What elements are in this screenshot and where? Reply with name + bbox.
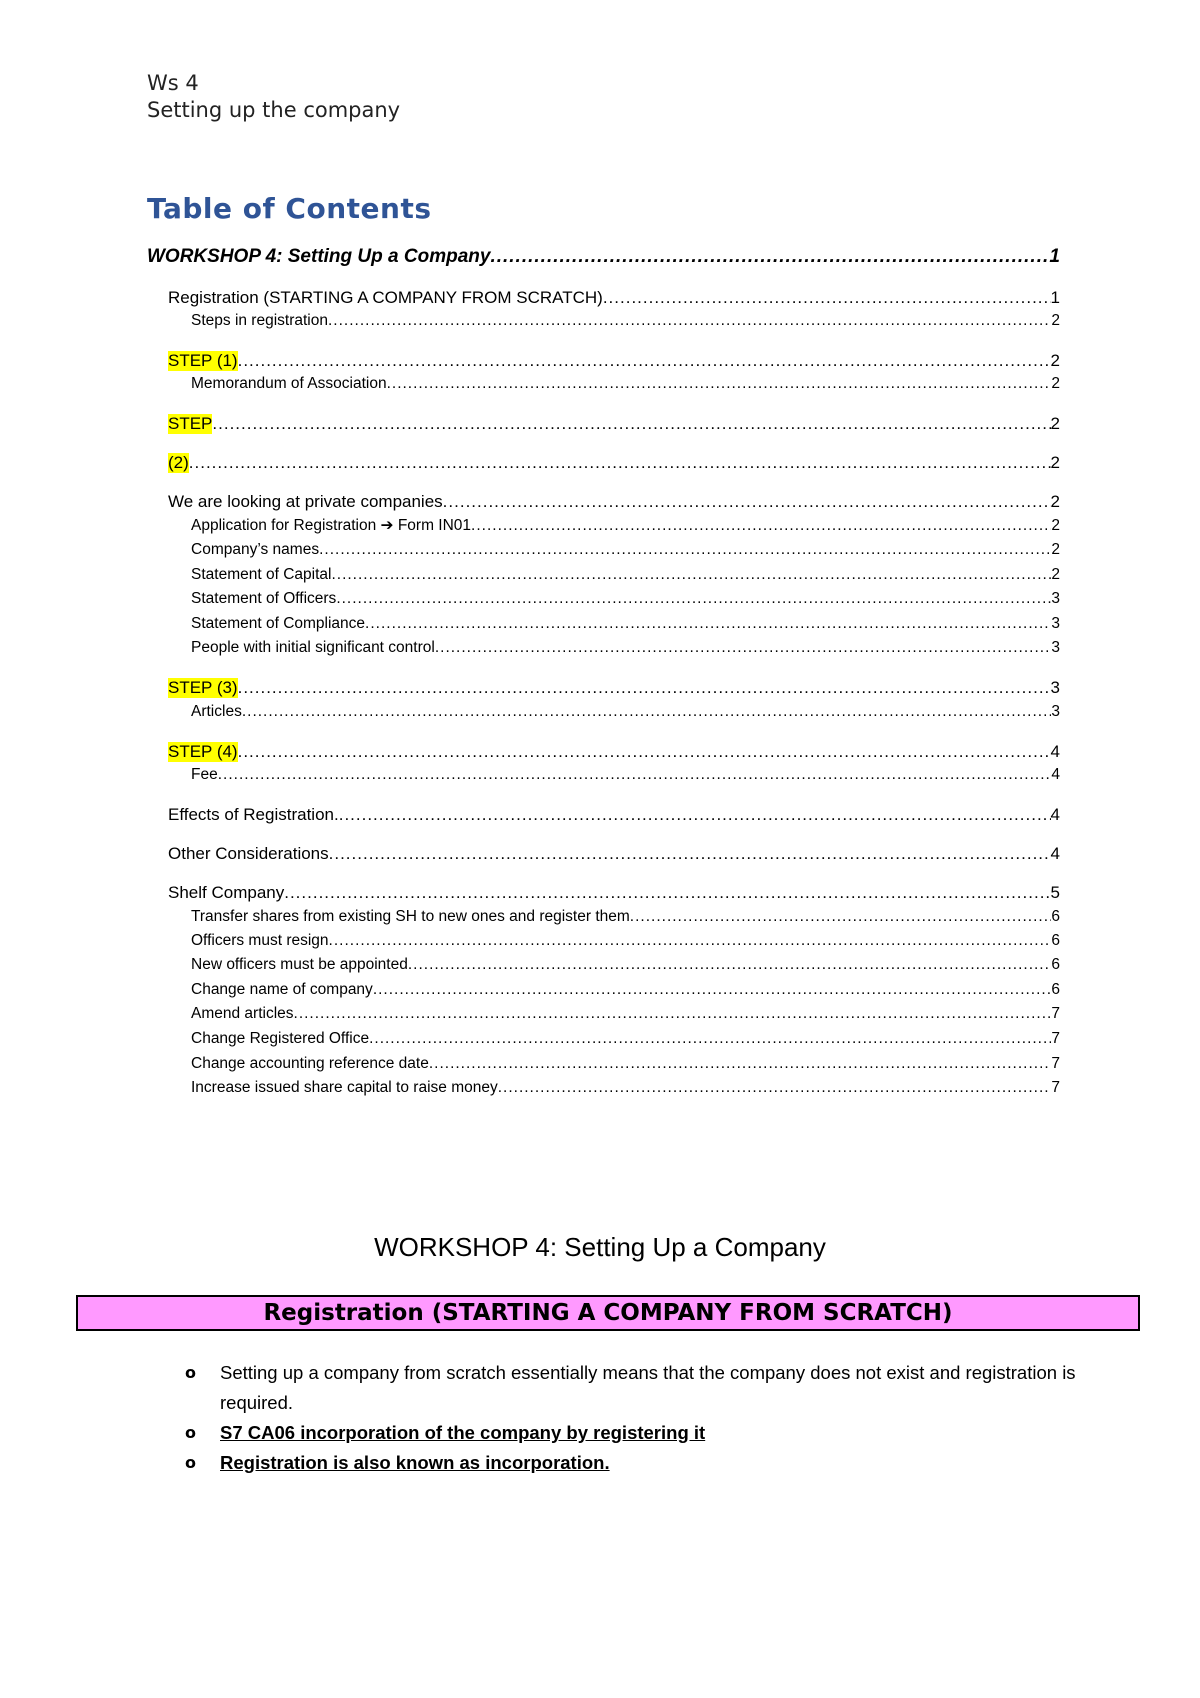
- bullet-marker-icon: o: [185, 1453, 196, 1472]
- toc-leader-dots: [373, 981, 1052, 999]
- bullet-text: S7 CA06 incorporation of the company by registering it: [220, 1422, 706, 1443]
- toc-page-number: 2: [1051, 541, 1060, 558]
- toc-entry[interactable]: [191, 516, 1060, 535]
- section-heading: WORKSHOP 4: Setting Up a Company: [374, 1232, 826, 1262]
- toc-entry[interactable]: [168, 288, 1060, 308]
- toc-entry[interactable]: [191, 766, 1060, 784]
- toc-leader-dots: [435, 639, 1052, 657]
- toc-entry-label: Statement of Capital: [191, 566, 332, 583]
- toc-page-number: 7: [1051, 1055, 1060, 1072]
- toc-leader-dots: [284, 883, 1050, 903]
- toc-page-number: 3: [1051, 703, 1060, 720]
- toc-leader-dots: [429, 1055, 1052, 1073]
- bullet-text: Registration is also known as incorporation.: [220, 1452, 610, 1473]
- toc-page-number: 2: [1050, 414, 1060, 433]
- toc-page-number: 2: [1051, 566, 1060, 583]
- toc-entry-label: Change Registered Office: [191, 1030, 370, 1047]
- toc-entry[interactable]: [191, 615, 1060, 633]
- toc-entry[interactable]: [168, 453, 1060, 473]
- toc-leader-dots: [630, 908, 1052, 926]
- toc-leader-dots: [490, 246, 1049, 268]
- toc-entry-label: Effects of Registration.: [168, 805, 339, 824]
- bullet-item: [185, 1358, 1085, 1418]
- toc-leader-dots: [408, 956, 1052, 974]
- toc-page-number: 1: [1049, 246, 1060, 267]
- toc-leader-dots: [238, 678, 1051, 698]
- toc-leader-dots: [218, 766, 1052, 784]
- page-header: [147, 70, 400, 124]
- toc-entry-label: Registration (STARTING A COMPANY FROM SCRATCH): [168, 288, 603, 307]
- toc-entry[interactable]: [168, 844, 1060, 864]
- toc-page-number: 2: [1050, 453, 1060, 472]
- toc-entry-label: (2): [168, 453, 189, 472]
- toc-page-number: 1: [1050, 288, 1060, 307]
- toc-entry-label: Steps in registration: [191, 312, 328, 329]
- toc-entry[interactable]: [147, 246, 1060, 268]
- toc-leader-dots: [319, 541, 1051, 559]
- toc-page-number: 7: [1051, 1005, 1060, 1022]
- bullet-item: [185, 1418, 1085, 1448]
- toc-page-number: 3: [1051, 639, 1060, 656]
- toc-entry-label: Officers must resign: [191, 932, 329, 949]
- toc-page-number: 5: [1050, 883, 1060, 902]
- toc-entry[interactable]: [168, 351, 1060, 371]
- toc-page-number: 4: [1051, 766, 1060, 783]
- toc-page-number: 7: [1051, 1030, 1060, 1047]
- toc-entry-label: STEP (4): [168, 742, 238, 761]
- toc-entry[interactable]: [191, 981, 1060, 999]
- toc-entry[interactable]: [168, 492, 1060, 512]
- toc-page-number: 3: [1050, 678, 1060, 697]
- toc-leader-dots: [339, 805, 1051, 825]
- toc-page-number: 4: [1050, 742, 1060, 761]
- toc-leader-dots: [238, 742, 1051, 762]
- toc-entry-label: New officers must be appointed: [191, 956, 408, 973]
- toc-entry-label: Application for Registration ➔ Form IN01: [191, 517, 472, 534]
- bullet-list: [185, 1358, 1085, 1478]
- toc-entry-label: Other Considerations: [168, 844, 329, 863]
- toc-leader-dots: [331, 566, 1051, 584]
- toc-title: Table of Contents: [147, 192, 432, 225]
- toc-leader-dots: [238, 351, 1051, 371]
- toc-page-number: 4: [1050, 805, 1060, 824]
- toc-entry[interactable]: [191, 932, 1060, 950]
- toc-entry-label: We are looking at private companies: [168, 492, 443, 511]
- toc-leader-dots: [603, 288, 1051, 308]
- bullet-item: [185, 1448, 1085, 1478]
- bullet-marker-icon: o: [185, 1423, 196, 1442]
- toc-entry-label: Shelf Company: [168, 883, 285, 902]
- toc-entry-label: Statement of Officers: [191, 590, 337, 607]
- toc-page-number: 2: [1051, 312, 1060, 329]
- toc-entry-label: STEP (1): [168, 351, 238, 370]
- toc-leader-dots: [498, 1079, 1052, 1097]
- registration-banner: Registration (STARTING A COMPANY FROM SCRATCH): [76, 1295, 1140, 1331]
- toc-leader-dots: [369, 1030, 1051, 1048]
- toc-entry[interactable]: [191, 956, 1060, 974]
- toc-page-number: 6: [1051, 908, 1060, 925]
- toc-entry-label: Statement of Compliance: [191, 615, 366, 632]
- toc-page-number: 6: [1051, 981, 1060, 998]
- toc-entry[interactable]: [191, 639, 1060, 657]
- toc-page-number: 6: [1051, 932, 1060, 949]
- toc-entry-label: Amend articles: [191, 1005, 294, 1022]
- toc-page-number: 3: [1051, 615, 1060, 632]
- toc-entry[interactable]: [168, 678, 1060, 698]
- toc-entry-label: Company’s names: [191, 541, 320, 558]
- toc-leader-dots: [443, 492, 1051, 512]
- toc-page-number: 2: [1051, 517, 1060, 534]
- toc-entry[interactable]: [191, 312, 1060, 330]
- toc-entry-label: People with initial significant control: [191, 639, 435, 656]
- header-line-2: Setting up the company: [147, 98, 401, 122]
- toc-entry[interactable]: [191, 566, 1060, 584]
- toc-entry[interactable]: [191, 1030, 1060, 1048]
- toc-entry[interactable]: [191, 908, 1060, 926]
- toc-page-number: 3: [1051, 590, 1060, 607]
- bullet-text: Setting up a company from scratch essentially means that the company does not exist and registration is required.: [220, 1362, 1076, 1413]
- toc-leader-dots: [329, 844, 1051, 864]
- toc-page-number: 2: [1050, 351, 1060, 370]
- toc-entry[interactable]: [191, 375, 1060, 393]
- toc-entry-label: Change accounting reference date: [191, 1055, 429, 1072]
- toc-entry[interactable]: [191, 541, 1060, 559]
- bullet-marker-icon: o: [185, 1363, 196, 1382]
- toc-entry[interactable]: [168, 742, 1060, 762]
- toc-leader-dots: [471, 517, 1051, 535]
- toc-page-number: 2: [1050, 492, 1060, 511]
- toc-entry[interactable]: [191, 590, 1060, 608]
- toc-entry-label: Memorandum of Association: [191, 375, 387, 392]
- toc-page-number: 7: [1051, 1079, 1060, 1096]
- toc-entry-label: Increase issued share capital to raise money: [191, 1079, 498, 1096]
- toc-entry-label: Change name of company: [191, 981, 373, 998]
- toc-leader-dots: [189, 453, 1051, 473]
- toc-leader-dots: [242, 703, 1052, 721]
- toc-entry[interactable]: [191, 703, 1060, 721]
- toc-entry[interactable]: [191, 1079, 1060, 1097]
- toc-entry[interactable]: [168, 414, 1060, 434]
- toc-entry[interactable]: [191, 1055, 1060, 1073]
- toc-page-number: 6: [1051, 956, 1060, 973]
- toc-page-number: 4: [1050, 844, 1060, 863]
- toc-leader-dots: [336, 590, 1051, 608]
- toc-entry-label: STEP (3): [168, 678, 238, 697]
- toc-entry-label: STEP: [168, 414, 213, 433]
- toc-leader-dots: [212, 414, 1050, 434]
- toc-entry-label: Articles: [191, 703, 242, 720]
- toc-leader-dots: [365, 615, 1051, 633]
- toc-page-number: 2: [1051, 375, 1060, 392]
- toc-entry[interactable]: [191, 1005, 1060, 1023]
- toc-entry[interactable]: [168, 883, 1060, 903]
- toc-entry-label: Transfer shares from existing SH to new ones and register them: [191, 908, 630, 925]
- toc-leader-dots: [387, 375, 1052, 393]
- toc-leader-dots: [294, 1005, 1052, 1023]
- toc-entry-label: WORKSHOP 4: Setting Up a Company: [147, 246, 491, 267]
- toc-entry-label: Fee: [191, 766, 218, 783]
- toc-entry[interactable]: [168, 805, 1060, 825]
- toc-leader-dots: [329, 932, 1052, 950]
- toc-leader-dots: [328, 312, 1051, 330]
- header-line-1: Ws 4: [147, 71, 199, 95]
